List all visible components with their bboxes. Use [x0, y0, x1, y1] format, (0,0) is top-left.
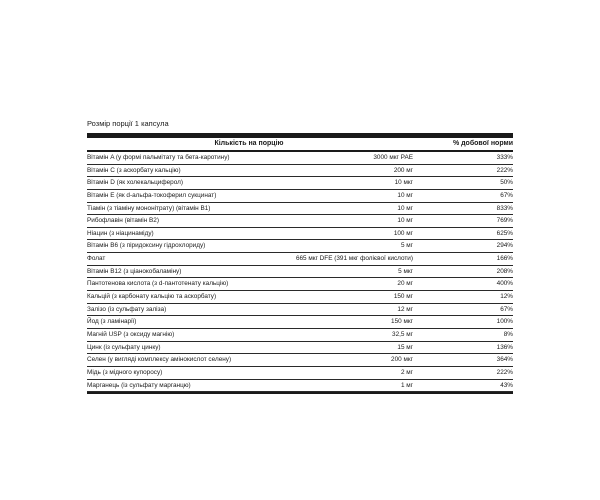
nutrient-name: Мідь (з мідного купоросу): [87, 368, 163, 376]
nutrient-amount: 150 мг: [393, 293, 413, 301]
nutrient-name: Вітамін D (як холекальциферол): [87, 179, 183, 187]
nutrient-name: Йод (з ламінарії): [87, 318, 137, 326]
table-row: [87, 203, 513, 216]
nutrient-amount: 10 мг: [397, 204, 413, 212]
nutrient-daily-value: 208%: [496, 267, 513, 275]
nutrient-name: Пантотенова кислота (з d-пантотенату кальцію): [87, 280, 229, 288]
nutrient-daily-value: 100%: [496, 318, 513, 326]
table-row: [87, 240, 513, 253]
nutrient-amount: 100 мг: [393, 229, 413, 237]
supplement-facts-table: [87, 133, 513, 394]
nutrient-name: Селен (у вигляді комплексу амінокислот селену): [87, 356, 232, 364]
nutrient-amount: 1 мг: [400, 381, 413, 389]
nutrient-amount: 12 мг: [397, 305, 413, 313]
table-row: [87, 165, 513, 178]
nutrient-daily-value: 222%: [496, 368, 513, 376]
nutrient-amount: 10 мг: [397, 191, 413, 199]
nutrient-amount: 2 мг: [400, 368, 413, 376]
nutrient-daily-value: 166%: [496, 255, 513, 263]
serving-size: Розмір порції 1 капсула: [87, 119, 169, 128]
nutrient-amount: 5 мкг: [398, 267, 413, 275]
table-row: [87, 367, 513, 380]
table-row: [87, 329, 513, 342]
table-row: [87, 291, 513, 304]
nutrient-amount: 20 мг: [397, 280, 413, 288]
table-row: [87, 342, 513, 355]
nutrient-name: Цинк (із сульфату цинку): [87, 343, 161, 351]
nutrient-name: Вітамін E (як d-альфа-токоферил сукцинат): [87, 191, 217, 199]
nutrient-name: Марганець (із сульфату марганцю): [87, 381, 191, 389]
nutrient-daily-value: 222%: [496, 166, 513, 174]
nutrient-amount: 3000 мкг РАЕ: [373, 154, 413, 161]
table-row: [87, 266, 513, 279]
table-row: [87, 152, 513, 165]
nutrient-name: Магній USP (з оксиду магнію): [87, 330, 175, 338]
nutrient-name: Вітамін C (з аскорбату кальцію): [87, 166, 181, 174]
daily-value-header: % добової норми: [452, 140, 513, 147]
nutrient-amount: 10 мг: [397, 217, 413, 225]
nutrient-amount: 200 мкг: [391, 356, 413, 364]
table-row: [87, 228, 513, 241]
nutrient-daily-value: 364%: [496, 356, 513, 364]
nutrient-daily-value: 294%: [496, 242, 513, 250]
nutrient-amount: 665 мкг DFE (391 мкг фолієвої кислоти): [295, 255, 413, 263]
nutrient-daily-value: 67%: [500, 191, 513, 199]
nutrient-list: [87, 152, 513, 392]
table-row: [87, 316, 513, 329]
nutrient-daily-value: 625%: [496, 229, 513, 237]
table-row: [87, 215, 513, 228]
nutrient-amount: 5 мг: [400, 242, 413, 250]
nutrient-daily-value: 400%: [496, 280, 513, 288]
table-row: [87, 253, 513, 266]
nutrient-name: Ніацин (з ніацинаміду): [87, 229, 154, 237]
nutrient-daily-value: 8%: [503, 330, 513, 338]
nutrient-daily-value: 50%: [500, 179, 513, 187]
table-row: [87, 380, 513, 393]
nutrient-name: Фолат: [87, 255, 106, 263]
nutrient-name: Кальцій (з карбонату кальцію та аскорбату): [87, 293, 217, 301]
table-row: [87, 190, 513, 203]
nutrient-amount: 15 мг: [397, 343, 413, 351]
table-header: [87, 138, 513, 150]
nutrient-amount: 10 мкг: [394, 179, 413, 187]
nutrient-daily-value: 12%: [500, 293, 513, 301]
nutrient-name: Вітамін B12 (з ціанокобаламіну): [87, 267, 182, 275]
nutrient-daily-value: 136%: [496, 343, 513, 351]
nutrient-amount: 32,5 мг: [392, 330, 413, 338]
nutrient-daily-value: 67%: [500, 305, 513, 313]
amount-per-serving-header: Кількість на порцію: [214, 140, 284, 147]
nutrient-name: Вітамін A (у формі пальмітату та бета-каротину): [87, 154, 230, 161]
table-row: [87, 177, 513, 190]
table-row: [87, 304, 513, 317]
nutrient-daily-value: 333%: [496, 154, 513, 161]
nutrient-daily-value: 43%: [500, 381, 513, 389]
nutrient-name: Тіамін (з тіаміну мононітрату) (вітамін B1): [87, 204, 211, 212]
nutrient-name: Рибофлавін (вітамін B2): [87, 217, 159, 225]
nutrient-daily-value: 769%: [496, 217, 513, 225]
table-row: [87, 278, 513, 291]
nutrient-name: Залізо (із сульфату заліза): [87, 305, 167, 313]
nutrient-name: Вітамін B6 (з піридоксину гідрохлориду): [87, 242, 206, 250]
nutrient-daily-value: 833%: [496, 204, 513, 212]
nutrient-amount: 200 мг: [393, 166, 413, 174]
table-row: [87, 354, 513, 367]
nutrient-amount: 150 мкг: [391, 318, 413, 326]
